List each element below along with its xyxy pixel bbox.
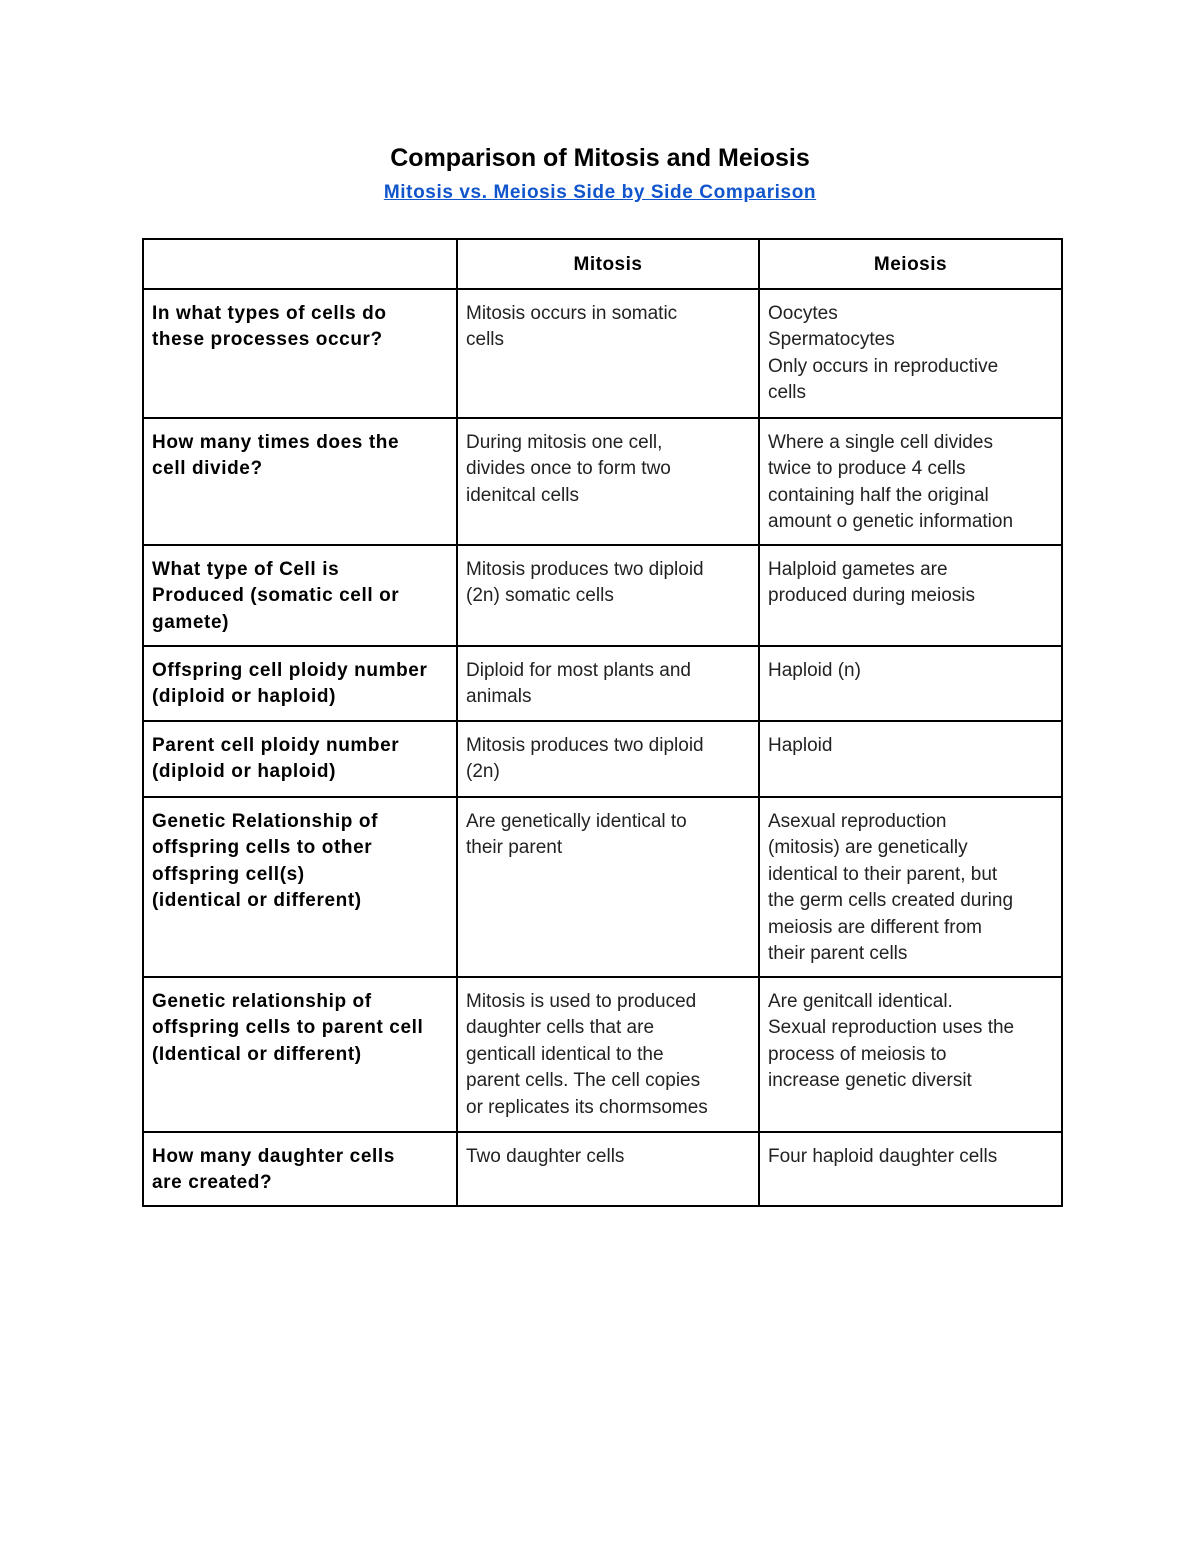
cell-text-line: parent cells. The cell copies [466, 1070, 701, 1091]
table-row [143, 977, 1062, 1132]
cell-text-line: Four haploid daughter cells [768, 1145, 998, 1167]
cell-text-line: offspring cells to other [152, 837, 373, 858]
row-meiosis-cell [759, 418, 1062, 545]
cell-text-line: Two daughter cells [466, 1145, 625, 1167]
cell-text-line: Parent cell ploidy number [152, 734, 400, 756]
cell-text-line: genticall identical to the [466, 1043, 664, 1065]
cell-text-line: offspring cell(s) [152, 863, 305, 885]
cell-text-line: are created? [152, 1172, 273, 1193]
row-mitosis-cell [457, 797, 759, 977]
cell-text-line: cells [768, 382, 807, 403]
cell-text-line: amount o genetic information [768, 511, 1014, 532]
row-meiosis-cell [759, 1132, 1062, 1206]
row-question-cell [143, 797, 457, 977]
cell-text-line: Are genetically identical to [466, 810, 687, 832]
cell-text-line: During mitosis one cell, [466, 431, 663, 453]
cell-text-line: offspring cells to parent cell [152, 1017, 424, 1038]
cell-text-line: process of meiosis to [768, 1043, 947, 1065]
header-meiosis: Meiosis [759, 239, 1062, 289]
cell-text-line: animals [466, 686, 532, 707]
cell-text-line: Haploid [768, 734, 833, 756]
cell-text-line: (identical or different) [152, 890, 362, 911]
cell-text-line: Genetic Relationship of [152, 810, 378, 832]
cell-text-line: gamete) [152, 611, 230, 633]
row-meiosis-cell [759, 721, 1062, 797]
cell-text-line: identical to their parent, but [768, 863, 998, 885]
row-meiosis-cell [759, 545, 1062, 646]
table-row [143, 1132, 1062, 1206]
row-mitosis-cell [457, 418, 759, 545]
cell-text-line: the germ cells created during [768, 890, 1014, 911]
row-meiosis-cell [759, 646, 1062, 721]
cell-text-line: Oocytes [768, 302, 838, 324]
cell-text-line: meiosis are different from [768, 916, 983, 938]
cell-text-line: In what types of cells do [152, 302, 387, 324]
row-mitosis-cell [457, 721, 759, 797]
cell-text-line: their parent cells [768, 943, 908, 964]
row-question-cell [143, 646, 457, 721]
document-title: Comparison of Mitosis and Meiosis [390, 144, 810, 172]
cell-text-line: containing half the original [768, 484, 989, 506]
cell-text-line: Sexual reproduction uses the [768, 1017, 1015, 1038]
table-row [143, 646, 1062, 721]
cell-text-line: or replicates its chormsomes [466, 1096, 708, 1118]
header-empty-cell [143, 239, 457, 289]
cell-text-line: Genetic relationship of [152, 990, 372, 1012]
cell-text-line: Halploid gametes are [768, 558, 948, 580]
cell-text-line: Where a single cell divides [768, 431, 993, 453]
row-mitosis-cell [457, 977, 759, 1132]
cell-text-line: How many daughter cells [152, 1145, 395, 1167]
cell-text-line: Mitosis produces two diploid [466, 558, 704, 580]
cell-text-line: Mitosis produces two diploid [466, 734, 704, 756]
row-mitosis-cell [457, 289, 759, 418]
row-meiosis-cell [759, 977, 1062, 1132]
cell-text-line: How many times does the [152, 431, 400, 453]
table-row [143, 418, 1062, 545]
row-mitosis-cell [457, 545, 759, 646]
cell-text-line: Haploid (n) [768, 659, 861, 681]
cell-text-line: Asexual reproduction [768, 810, 947, 832]
cell-text-line: idenitcal cells [466, 484, 579, 506]
cell-text-line: cells [466, 329, 505, 350]
row-meiosis-cell [759, 797, 1062, 977]
cell-text-line: Mitosis occurs in somatic [466, 302, 678, 324]
subtitle-link-container [0, 180, 1200, 206]
table-row [143, 721, 1062, 797]
cell-text-line: twice to produce 4 cells [768, 458, 966, 479]
table-row [143, 797, 1062, 977]
cell-text-line: (2n) somatic cells [466, 585, 614, 606]
row-question-cell [143, 418, 457, 545]
cell-text-line: (2n) [466, 761, 500, 782]
table-row [143, 545, 1062, 646]
row-question-cell [143, 977, 457, 1132]
comparison-table [142, 238, 1063, 1207]
table-body [143, 289, 1062, 1206]
row-question-cell [143, 289, 457, 418]
cell-text-line: these processes occur? [152, 329, 383, 350]
header-mitosis: Mitosis [457, 239, 759, 289]
cell-text-line: daughter cells that are [466, 1017, 655, 1038]
comparison-link[interactable]: Mitosis vs. Meiosis Side by Side Comparison [383, 182, 817, 203]
row-mitosis-cell [457, 646, 759, 721]
cell-text-line: Spermatocytes [768, 329, 895, 350]
cell-text-line: (mitosis) are genetically [768, 837, 968, 858]
cell-text-line: produced during meiosis [768, 585, 976, 606]
cell-text-line: Diploid for most plants and [466, 659, 691, 681]
table-row [143, 289, 1062, 418]
cell-text-line: Mitosis is used to produced [466, 990, 697, 1012]
cell-text-line: cell divide? [152, 458, 263, 479]
cell-text-line: divides once to form two [466, 458, 671, 479]
cell-text-line: (diploid or haploid) [152, 761, 337, 782]
cell-text-line: (diploid or haploid) [152, 686, 337, 707]
table-header-row [143, 239, 1062, 289]
row-question-cell [143, 545, 457, 646]
row-mitosis-cell [457, 1132, 759, 1206]
cell-text-line: Produced (somatic cell or [152, 585, 400, 606]
cell-text-line: Only occurs in reproductive [768, 355, 999, 377]
cell-text-line: Offspring cell ploidy number [152, 659, 428, 681]
row-question-cell [143, 1132, 457, 1206]
cell-text-line: Are genitcall identical. [768, 990, 953, 1012]
cell-text-line: increase genetic diversit [768, 1070, 972, 1091]
cell-text-line: (Identical or different) [152, 1043, 362, 1065]
row-meiosis-cell [759, 289, 1062, 418]
row-question-cell [143, 721, 457, 797]
cell-text-line: their parent [466, 837, 563, 858]
cell-text-line: What type of Cell is [152, 558, 340, 580]
